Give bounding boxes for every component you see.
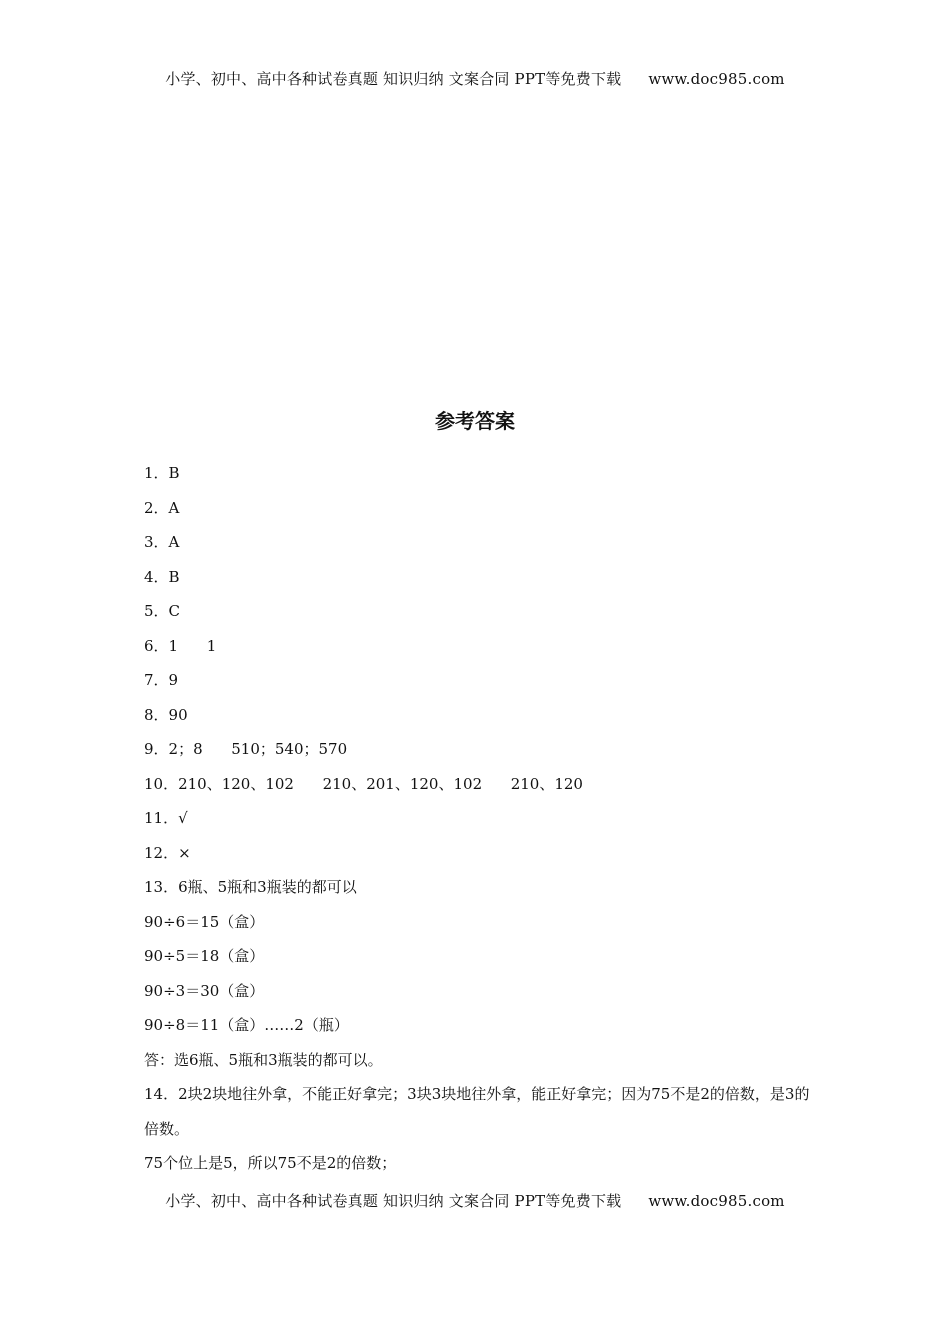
answer-12: 12．×	[144, 843, 191, 862]
page-title: 参考答案	[435, 409, 515, 433]
answer-11: 11．√	[144, 809, 188, 827]
answer-13-step-2: 90÷5＝18（盒）	[144, 947, 265, 965]
answer-list	[144, 456, 814, 1181]
answer-8: 8．90	[144, 705, 188, 724]
answer-10: 10．210、120、102 210、201、120、102 210、120	[144, 774, 583, 793]
answer-7: 7．9	[144, 671, 179, 689]
answer-13-step-1: 90÷6＝15（盒）	[144, 912, 265, 931]
answer-14: 14．2块2块地往外拿，不能正好拿完；3块3块地往外拿，能正好拿完；因为75不是2的倍数，是3的倍数。	[144, 1085, 810, 1138]
header-text: 小学、初中、高中各种试卷真题 知识归纳 文案合同 PPT等免费下载	[165, 70, 622, 88]
answer-6: 6．1 1	[144, 636, 217, 655]
page-header	[0, 68, 950, 89]
answer-1: 1．B	[144, 464, 180, 482]
answer-9: 9．2；8 510；540；570	[144, 740, 348, 758]
answer-13-step-4: 90÷8＝11（盒）……2（瓶）	[144, 1016, 349, 1034]
answer-13: 13．6瓶、5瓶和3瓶装的都可以	[144, 878, 357, 896]
footer-text: 小学、初中、高中各种试卷真题 知识归纳 文案合同 PPT等免费下载	[165, 1192, 622, 1210]
answer-14-explanation: 75个位上是5，所以75不是2的倍数；	[144, 1154, 397, 1172]
header-url[interactable]: www.doc985.com	[648, 70, 785, 88]
answer-3: 3．A	[144, 533, 180, 551]
answer-13-conclusion: 答：选6瓶、5瓶和3瓶装的都可以。	[144, 1050, 383, 1069]
answer-13-step-3: 90÷3＝30（盒）	[144, 981, 265, 1000]
answer-5: 5．C	[144, 602, 181, 620]
page-footer	[0, 1190, 950, 1211]
footer-url[interactable]: www.doc985.com	[648, 1192, 785, 1210]
answer-4: 4．B	[144, 567, 180, 586]
answer-2: 2．A	[144, 498, 180, 517]
